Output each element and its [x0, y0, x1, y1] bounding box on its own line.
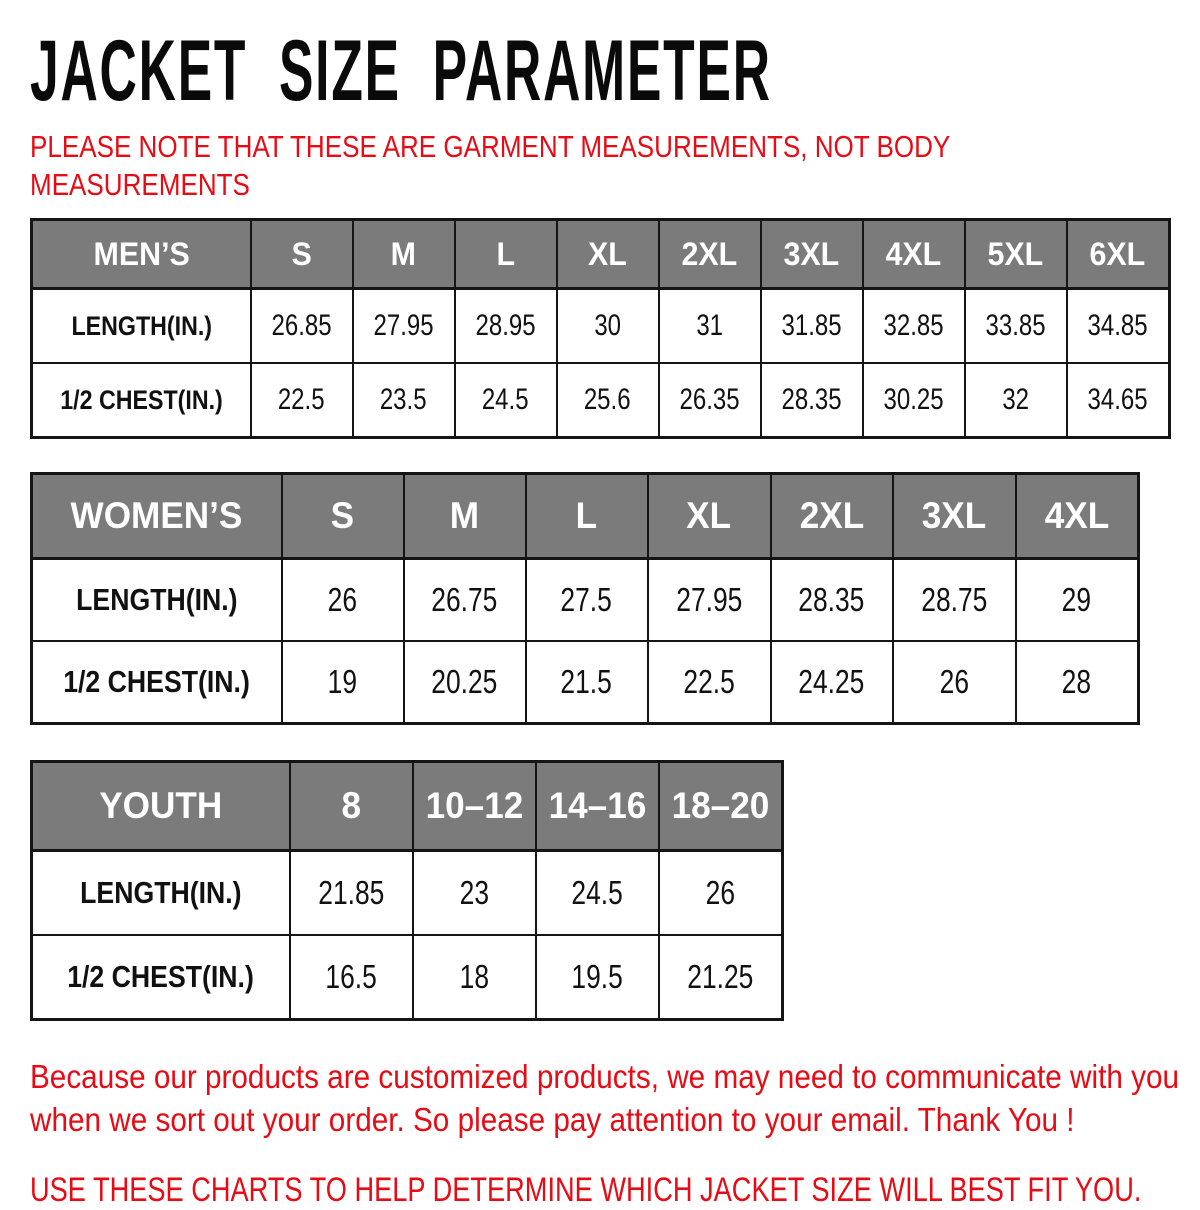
size-header-cell: 14–16	[536, 762, 659, 851]
youth-size-table	[30, 760, 784, 1021]
value-cell: 34.85	[1067, 289, 1170, 364]
value-cell: 28.75	[893, 559, 1016, 642]
size-header-cell: XL	[648, 474, 771, 559]
size-header-cell: L	[455, 220, 557, 289]
note-line-1: PLEASE NOTE THAT THESE ARE GARMENT MEASUREMENTS, NOT BODY	[30, 129, 951, 164]
size-header-cell: M	[353, 220, 455, 289]
value-cell: 21.25	[659, 935, 783, 1020]
value-cell: 18	[413, 935, 536, 1020]
value-cell: 19	[282, 641, 404, 724]
value-cell: 28.35	[771, 559, 893, 642]
value-cell: 26.35	[659, 363, 761, 438]
value-cell: 16.5	[290, 935, 413, 1020]
mens-category-label: MEN’S	[32, 220, 251, 289]
value-cell: 30.25	[863, 363, 965, 438]
row-label: LENGTH(IN.)	[32, 289, 251, 364]
row-label: LENGTH(IN.)	[32, 559, 282, 642]
youth-length-row	[32, 851, 783, 936]
value-cell: 32	[965, 363, 1067, 438]
value-cell: 26	[659, 851, 783, 936]
value-cell: 24.25	[771, 641, 893, 724]
value-cell: 26.75	[404, 559, 526, 642]
value-cell: 28	[1016, 641, 1139, 724]
value-cell: 25.6	[557, 363, 659, 438]
size-header-cell: 3XL	[893, 474, 1016, 559]
size-header-cell: 5XL	[965, 220, 1067, 289]
garment-measurement-note	[30, 128, 1170, 204]
size-header-cell: 2XL	[771, 474, 893, 559]
size-header-cell: S	[251, 220, 353, 289]
value-cell: 20.25	[404, 641, 526, 724]
value-cell: 27.5	[526, 559, 648, 642]
value-cell: 22.5	[251, 363, 353, 438]
note-line-2: MEASUREMENTS	[30, 167, 250, 202]
mens-size-table	[30, 218, 1171, 439]
value-cell: 32.85	[863, 289, 965, 364]
notice-line-1: Because our products are customized products, we may need to communicate with you	[30, 1058, 1179, 1095]
size-header-cell: 18–20	[659, 762, 783, 851]
value-cell: 21.85	[290, 851, 413, 936]
value-cell: 26.85	[251, 289, 353, 364]
size-header-cell: 6XL	[1067, 220, 1170, 289]
row-label: 1/2 CHEST(IN.)	[32, 641, 282, 724]
value-cell: 31.85	[761, 289, 863, 364]
youth-header-row	[32, 762, 783, 851]
value-cell: 28.95	[455, 289, 557, 364]
size-header-cell: XL	[557, 220, 659, 289]
row-label: 1/2 CHEST(IN.)	[32, 935, 290, 1020]
value-cell: 27.95	[648, 559, 771, 642]
size-header-cell: L	[526, 474, 648, 559]
value-cell: 26	[893, 641, 1016, 724]
page-title: JACKET SIZE PARAMETER	[30, 23, 772, 119]
youth-chest-row	[32, 935, 783, 1020]
womens-category-label: WOMEN’S	[32, 474, 282, 559]
mens-chest-row	[32, 363, 1170, 438]
mens-header-row	[32, 220, 1170, 289]
size-header-cell: 4XL	[863, 220, 965, 289]
value-cell: 23	[413, 851, 536, 936]
notice-line-2: when we sort out your order. So please pay attention to your email. Thank You !	[30, 1101, 1075, 1138]
row-label: LENGTH(IN.)	[32, 851, 290, 936]
value-cell: 21.5	[526, 641, 648, 724]
value-cell: 31	[659, 289, 761, 364]
womens-header-row	[32, 474, 1139, 559]
value-cell: 24.5	[536, 851, 659, 936]
value-cell: 22.5	[648, 641, 771, 724]
value-cell: 19.5	[536, 935, 659, 1020]
size-header-cell: 4XL	[1016, 474, 1139, 559]
youth-category-label: YOUTH	[32, 762, 290, 851]
womens-chest-row	[32, 641, 1139, 724]
size-header-cell: S	[282, 474, 404, 559]
value-cell: 34.65	[1067, 363, 1170, 438]
value-cell: 29	[1016, 559, 1139, 642]
size-header-cell: 3XL	[761, 220, 863, 289]
row-label: 1/2 CHEST(IN.)	[32, 363, 251, 438]
size-header-cell: 10–12	[413, 762, 536, 851]
value-cell: 23.5	[353, 363, 455, 438]
size-header-cell: 8	[290, 762, 413, 851]
value-cell: 33.85	[965, 289, 1067, 364]
value-cell: 30	[557, 289, 659, 364]
customization-notice	[30, 1055, 1179, 1141]
mens-length-row	[32, 289, 1170, 364]
value-cell: 26	[282, 559, 404, 642]
size-header-cell: M	[404, 474, 526, 559]
womens-length-row	[32, 559, 1139, 642]
fit-advice: USE THESE CHARTS TO HELP DETERMINE WHICH JACKET SIZE WILL BEST FIT YOU.	[30, 1171, 1142, 1209]
value-cell: 28.35	[761, 363, 863, 438]
value-cell: 27.95	[353, 289, 455, 364]
womens-size-table	[30, 472, 1140, 725]
value-cell: 24.5	[455, 363, 557, 438]
size-header-cell: 2XL	[659, 220, 761, 289]
